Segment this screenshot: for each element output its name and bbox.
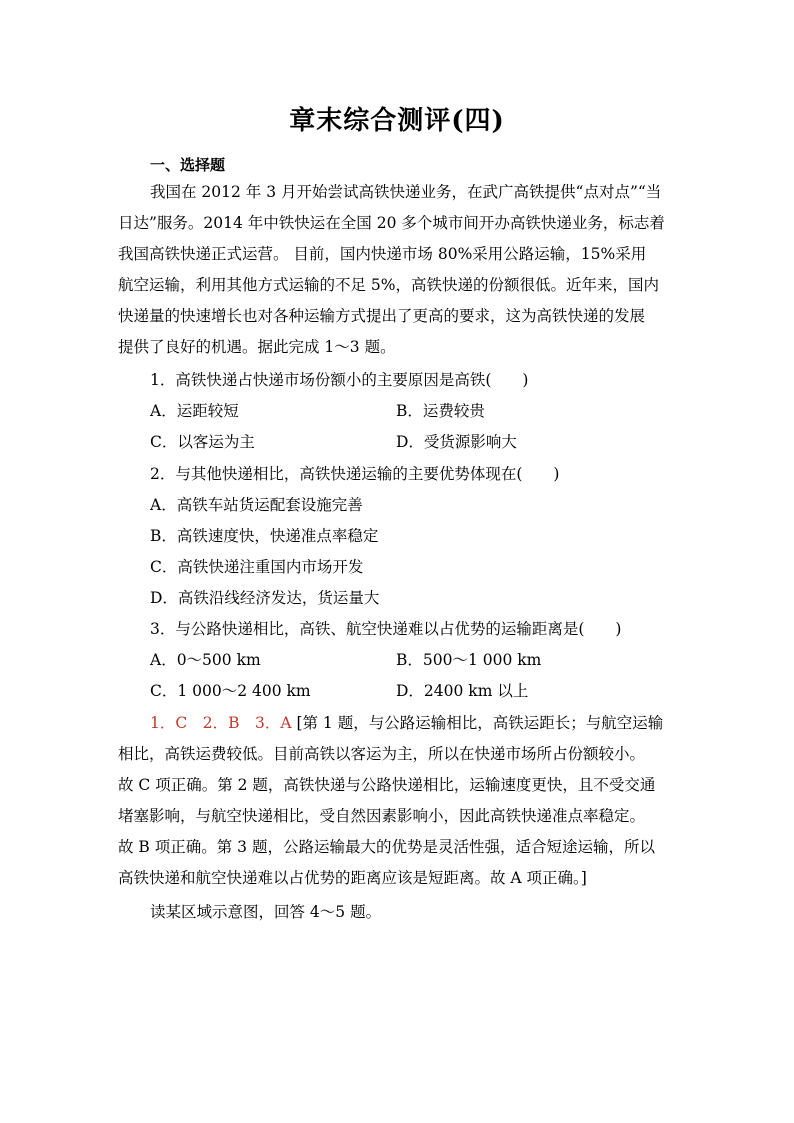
option-item: D．2400 km 以上 xyxy=(396,682,529,700)
answer-explanation-line: 故 C 项正确。第 2 题，高铁快递与公路快递相比，运输速度更快，且不受交通 xyxy=(118,776,656,794)
option-item: B．高铁速度快，快递准点率稳定 xyxy=(150,527,379,545)
intro-line: 日达”服务。2014 年中铁快运在全国 20 多个城市间开办高铁快递业务，标志着 xyxy=(118,214,665,232)
answer-explanation-line: 高铁快递和航空快递难以占优势的距离应该是短距离。故 A 项正确。] xyxy=(118,869,587,887)
option-item: A．运距较短 xyxy=(150,402,239,420)
question-stem: 2．与其他快递相比，高铁快递运输的主要优势体现在( ) xyxy=(150,465,560,483)
answer-explanation-line: [第 1 题，与公路运输相比，高铁运距长；与航空运输 xyxy=(291,714,664,732)
answer-first-line xyxy=(150,708,663,739)
question-stem: 1．高铁快递占快递市场份额小的主要原因是高铁( ) xyxy=(150,371,529,389)
answer-explanation-line: 相比，高铁运费较低。目前高铁以客运为主，所以在快递市场所占份额较小。 xyxy=(118,745,646,763)
answer-explanation-line: 堵塞影响，与航空快递相比，受自然因素影响小，因此高铁快递准点率稳定。 xyxy=(118,807,646,825)
answer-key: 1．C 2．B 3．A xyxy=(150,714,292,732)
answer-explanation-line: 故 B 项正确。第 3 题，公路运输最大的优势是灵活性强，适合短途运输，所以 xyxy=(118,838,655,856)
intro-line: 提供了良好的机遇。据此完成 1～3 题。 xyxy=(118,338,396,356)
option-item: D．受货源影响大 xyxy=(396,433,517,451)
question-stem: 3．与公路快递相比，高铁、航空快递难以占优势的运输距离是( ) xyxy=(150,620,622,638)
next-question-prompt: 读某区域示意图，回答 4～5 题。 xyxy=(150,903,382,921)
section-heading: 一、选择题 xyxy=(150,156,226,174)
intro-line: 我国高铁快递正式运营。 目前，国内快递市场 80%采用公路运输，15%采用 xyxy=(118,245,647,263)
option-item: A．高铁车站货运配套设施完善 xyxy=(150,496,363,514)
option-item: C．以客运为主 xyxy=(150,433,255,451)
option-item: C．高铁快递注重国内市场开发 xyxy=(150,558,364,576)
option-item: C．1 000～2 400 km xyxy=(150,682,311,700)
intro-line: 航空运输，利用其他方式运输的不足 5%，高铁快递的份额很低。近年来，国内 xyxy=(118,276,660,294)
page-title: 章末综合测评(四) xyxy=(289,106,505,136)
option-item: B．500～1 000 km xyxy=(396,651,542,669)
intro-line: 我国在 2012 年 3 月开始尝试高铁快递业务，在武广高铁提供“点对点”“当 xyxy=(150,183,662,201)
intro-line: 快递量的快速增长也对各种运输方式提出了更高的要求，这为高铁快递的发展 xyxy=(118,307,646,325)
option-item: A．0～500 km xyxy=(150,651,261,669)
option-item: D．高铁沿线经济发达，货运量大 xyxy=(150,589,380,607)
option-item: B．运费较贵 xyxy=(396,402,485,420)
